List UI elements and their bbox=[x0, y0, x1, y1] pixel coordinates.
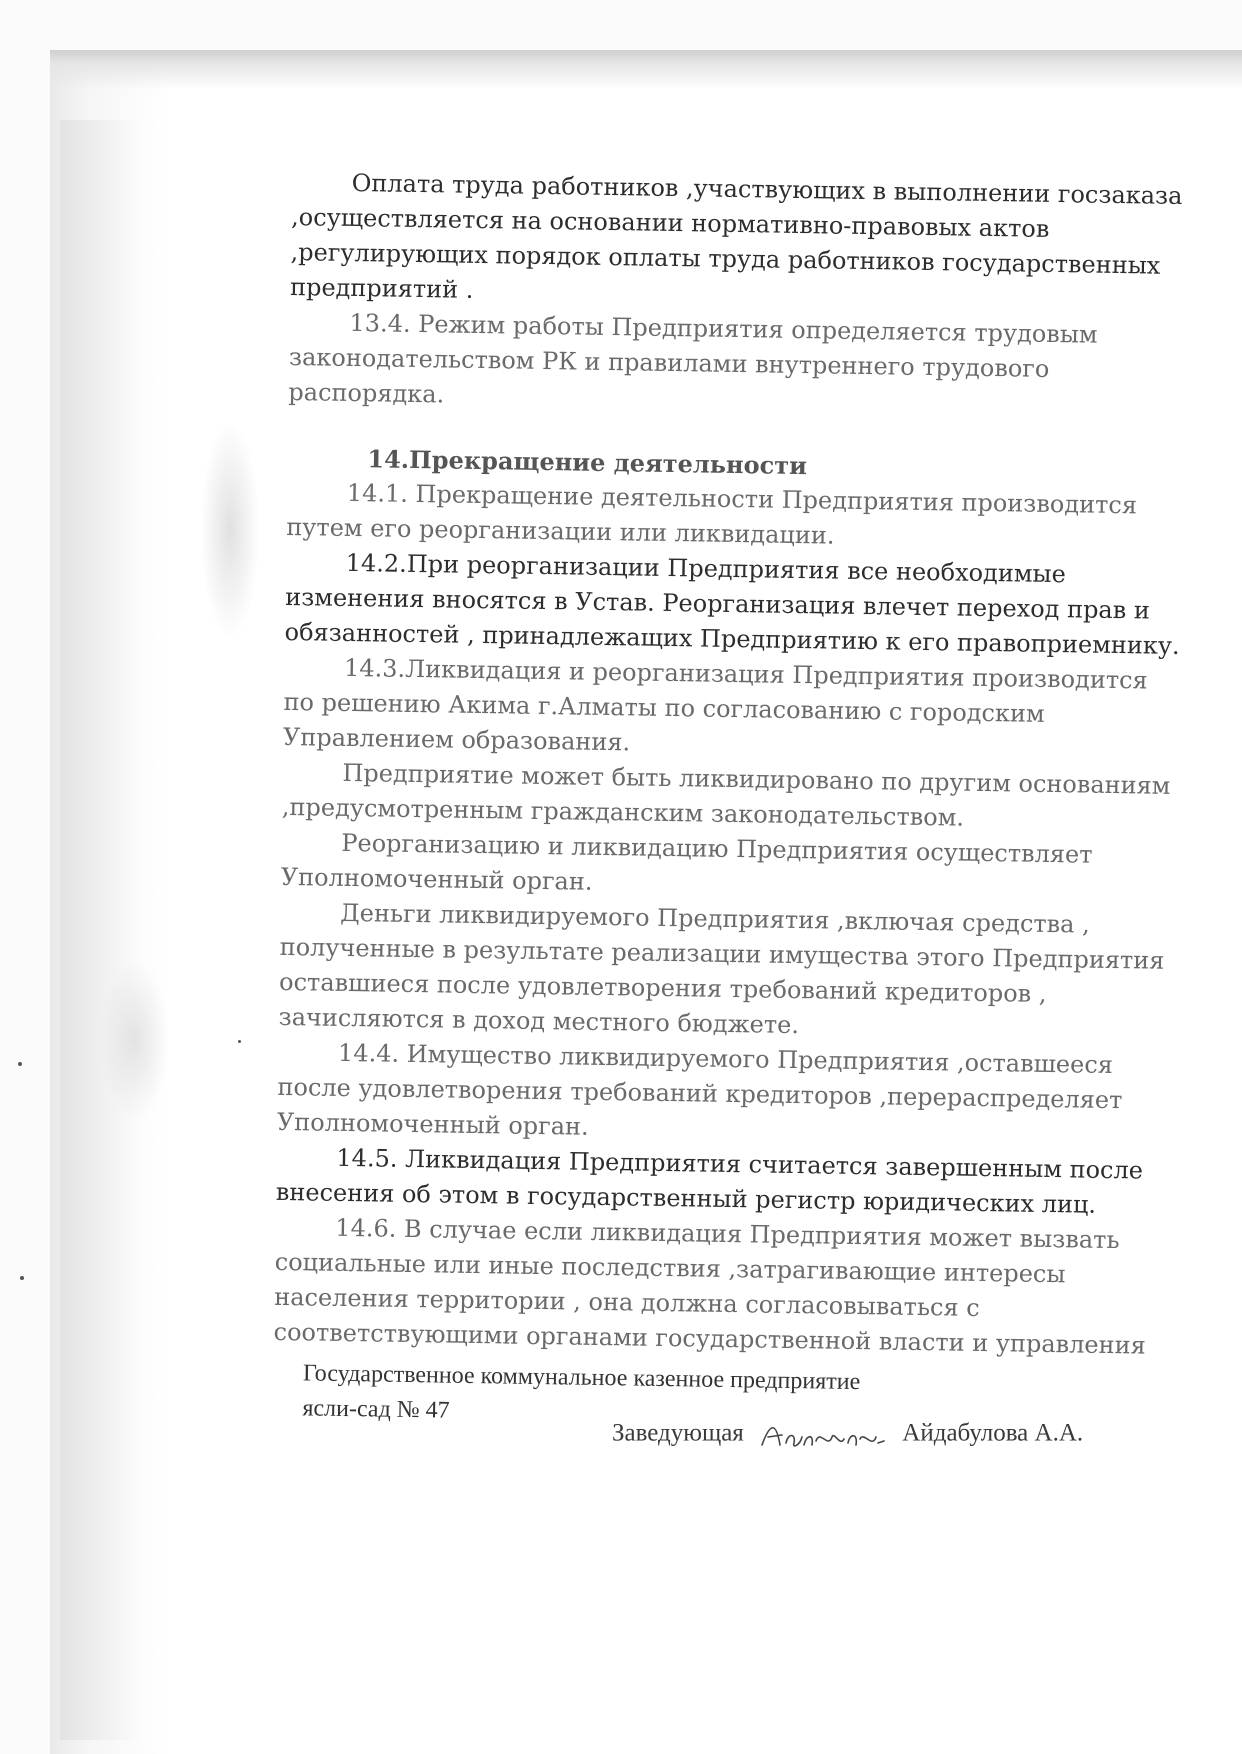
signature-line bbox=[612, 1415, 1083, 1455]
paragraph-14-3: 14.3.Ликвидация и реорганизация Предприятия производится по решению Акима г.Алматы по согласованию с городским Управлением образования. bbox=[282, 653, 1148, 757]
scan-speck bbox=[238, 1040, 241, 1043]
paragraph-authorized-body: Реорганизацию и ликвидацию Предприятия осуществляет Уполномоченный орган. bbox=[280, 828, 1093, 896]
scan-speck bbox=[20, 1276, 24, 1280]
paragraph-14-4: 14.4. Имущество ликвидируемого Предприятия ,оставшееся после удовлетворения требований кредиторов ,перераспределяет Уполномоченный орган. bbox=[276, 1038, 1123, 1141]
handwritten-signature bbox=[758, 1415, 888, 1455]
organization-type: Государственное коммунальное казенное предприятие bbox=[302, 1360, 861, 1396]
document-body bbox=[272, 165, 1192, 1440]
organization-name: ясли-сад № 47 bbox=[302, 1395, 450, 1424]
scan-speck bbox=[18, 1062, 22, 1066]
paragraph-payment: Оплата труда работников ,участвующих в выполнении госзаказа ,осуществляется на основании нормативно-правовых актов ,регулирующих порядок оплаты труда работников государственных предприятий . bbox=[289, 168, 1183, 304]
paper-top-edge bbox=[50, 50, 1242, 90]
paragraph-14-5: 14.5. Ликвидация Предприятия считается завершенным после внесения об этом в государственный регистр юридических лиц. bbox=[275, 1143, 1144, 1219]
section-heading: 14.Прекращение деятельности bbox=[367, 444, 808, 481]
paragraph-funds: Деньги ликвидируемого Предприятия ,включая средства , полученные в результате реализации имущества этого Предприятия оставшиеся после удовлетворения требований кредиторов , зачисляются в доход местного бюджете. bbox=[278, 898, 1165, 1040]
paper-crease bbox=[100, 960, 170, 1120]
paper-crease bbox=[200, 420, 260, 640]
signatory-position: Заведующая bbox=[612, 1419, 744, 1447]
paragraph-other-grounds: Предприятие может быть ликвидировано по другим основаниям ,предусмотренным гражданским законодательством. bbox=[281, 758, 1171, 832]
paragraph-14-6: 14.6. В случае если ликвидация Предприятия может вызвать социальные или иные последствия ,затрагивающие интересы населения территории , она должна согласовываться с соответствующими органами государственной власти и управления bbox=[273, 1213, 1146, 1360]
paragraph-14-2: 14.2.При реорганизации Предприятия все необходимые изменения вносятся в Устав. Реорганизация влечет переход прав и обязанностей , принадлежащих Предприятию к его правоприемнику. bbox=[284, 548, 1180, 660]
paragraph-13-4: 13.4. Режим работы Предприятия определяется трудовым законодательством РК и правилами внутреннего трудового распорядка. bbox=[288, 308, 1098, 409]
paragraph-14-1: 14.1. Прекращение деятельности Предприятия производится путем его реорганизации или ликвидации. bbox=[286, 478, 1138, 550]
paper-fold-shadow bbox=[60, 120, 140, 1740]
signatory-name: Айдабулова А.А. bbox=[902, 1419, 1084, 1447]
